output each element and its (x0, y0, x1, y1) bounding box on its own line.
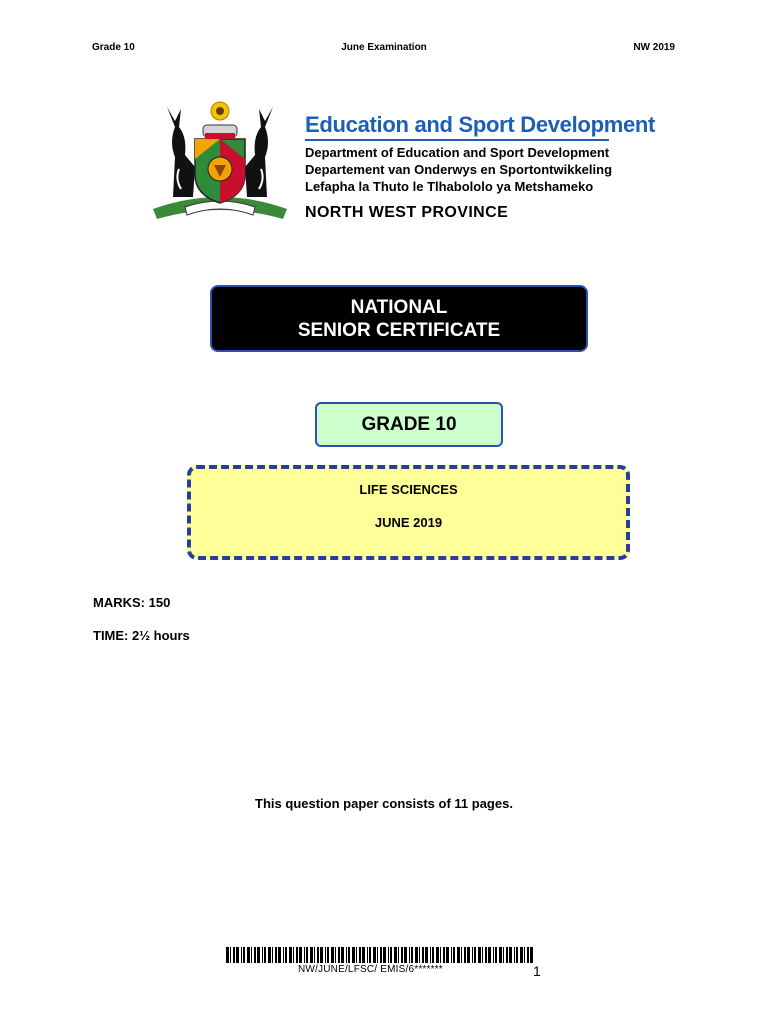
coat-of-arms-icon (145, 97, 295, 227)
header-exam: June Examination (341, 42, 427, 53)
department-block (305, 112, 656, 224)
department-line-afrikaans: Departement van Onderwys en Sportontwikkeling (305, 162, 613, 177)
department-line-setswana: Lefapha la Thuto le Tlhabololo ya Metshameko (305, 179, 594, 194)
header-grade: Grade 10 (92, 42, 135, 53)
department-line-english: Department of Education and Sport Development (305, 145, 610, 160)
department-title: Education and Sport Development (305, 112, 609, 141)
grade-box: GRADE 10 (315, 402, 503, 447)
page-number: 1 (533, 963, 541, 979)
certificate-banner (210, 285, 588, 352)
subject-box (187, 465, 630, 560)
subject-date: JUNE 2019 (374, 515, 443, 530)
certificate-line-2: SENIOR CERTIFICATE (297, 319, 501, 341)
header-year: NW 2019 (633, 42, 675, 53)
barcode-icon (226, 947, 534, 963)
paper-code: NW/JUNE/LFSC/ EMIS/6******* (298, 964, 443, 975)
page-count-note: This question paper consists of 11 pages. (255, 796, 513, 811)
province-name: NORTH WEST PROVINCE (305, 204, 509, 221)
certificate-line-1: NATIONAL (350, 296, 448, 318)
subject-name: LIFE SCIENCES (359, 482, 458, 497)
exam-duration: TIME: 2½ hours (93, 628, 190, 643)
total-marks: MARKS: 150 (93, 595, 171, 610)
